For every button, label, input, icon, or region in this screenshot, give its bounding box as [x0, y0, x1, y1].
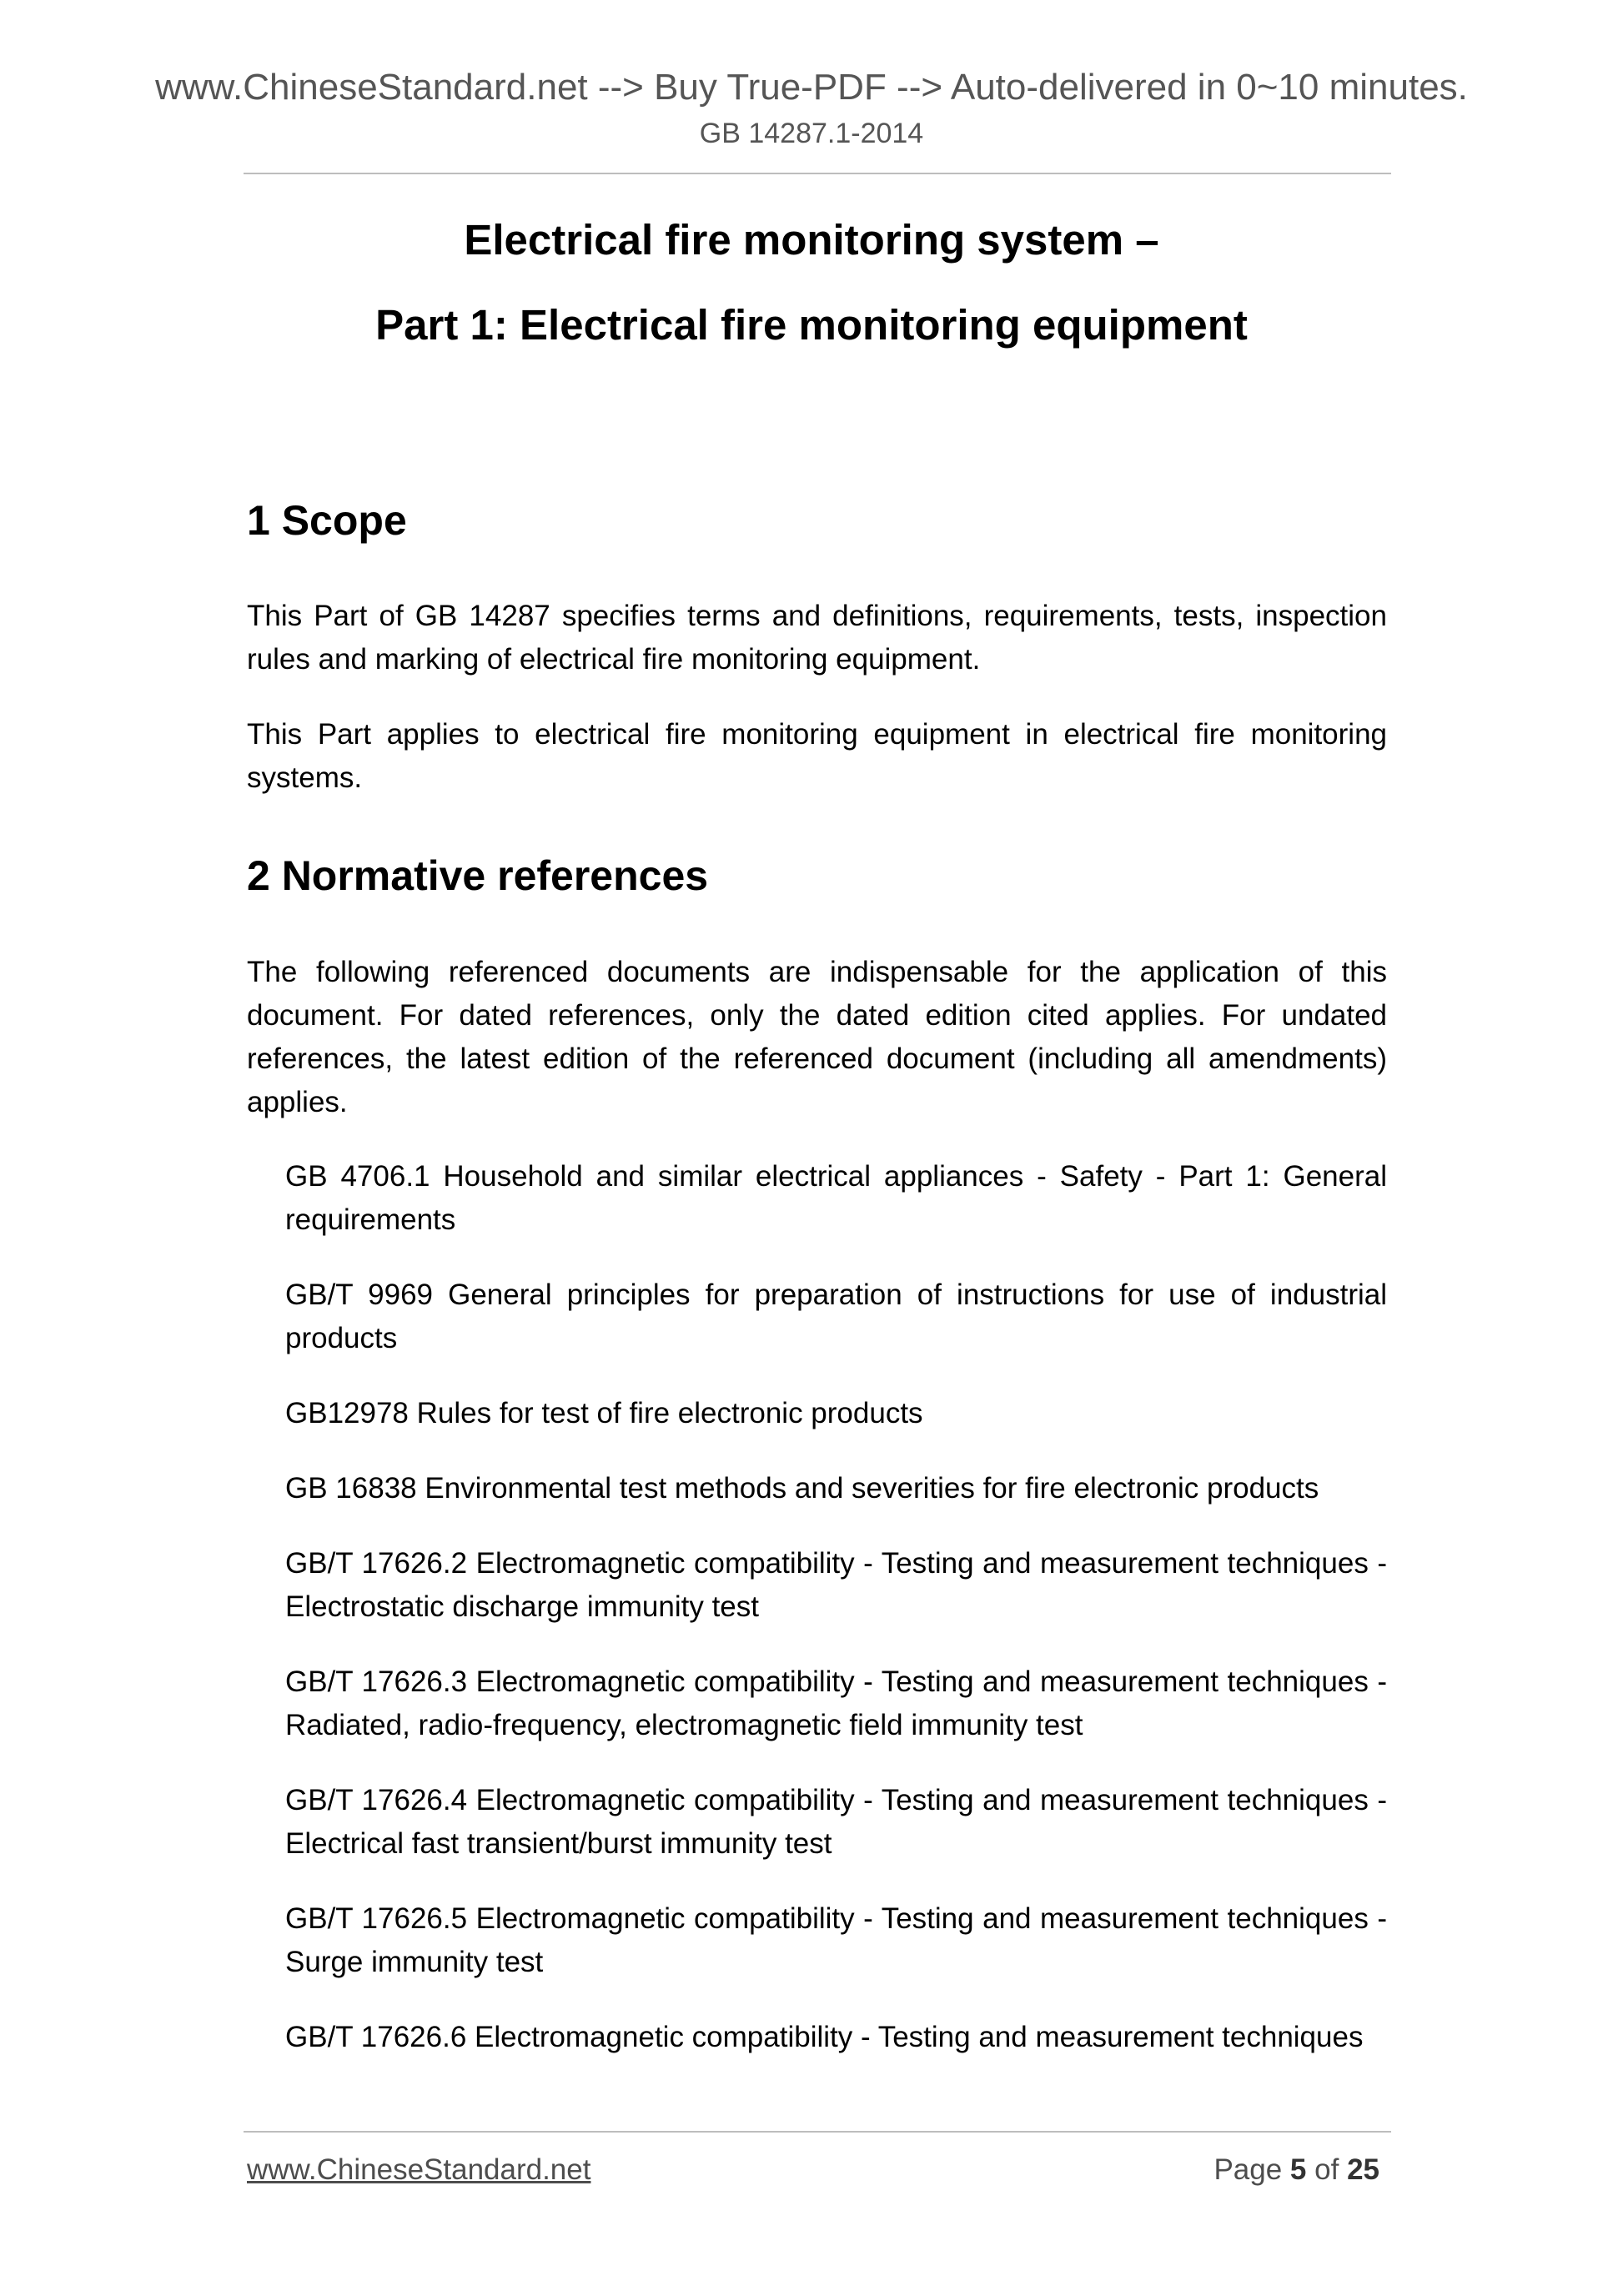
normative-references-intro: The following referenced documents are indispensable for the application of this document. For dated references, only the dated edition cited applies. For undated references, the latest edition of the referenced document (including all amendments) applies.: [247, 956, 1387, 1118]
section-heading-scope: 1 Scope: [247, 497, 407, 544]
reference-item: GB/T 17626.5 Electromagnetic compatibility - Testing and measurement techniques - Surge immunity test: [285, 1902, 1387, 1978]
page-prefix: Page: [1213, 2153, 1283, 2186]
reference-item: GB12978 Rules for test of fire electronic products: [285, 1397, 923, 1429]
reference-item: GB/T 17626.4 Electromagnetic compatibility - Testing and measurement techniques - Electrical fast transient/burst immunity test: [285, 1784, 1387, 1860]
reference-item: GB 4706.1 Household and similar electrical appliances - Safety - Part 1: General requirements: [285, 1160, 1387, 1236]
reference-item: GB 16838 Environmental test methods and severities for fire electronic products: [285, 1472, 1319, 1505]
reference-list: [285, 1155, 1387, 2091]
document-title-line-2: Part 1: Electrical fire monitoring equipment: [375, 301, 1248, 349]
page-total: 25: [1347, 2153, 1379, 2186]
footer-divider: [244, 2131, 1391, 2133]
footer-website-link[interactable]: www.ChineseStandard.net: [247, 2153, 591, 2186]
header-banner: www.ChineseStandard.net --> Buy True-PDF --> Auto-delivered in 0~10 minutes.: [155, 67, 1468, 108]
header-divider: [244, 173, 1391, 174]
reference-item: GB/T 9969 General principles for preparation of instructions for use of industrial products: [285, 1279, 1387, 1354]
page-of: of: [1314, 2153, 1339, 2186]
reference-item: GB/T 17626.6 Electromagnetic compatibility - Testing and measurement techniques: [285, 2021, 1364, 2053]
scope-paragraph: This Part applies to electrical fire monitoring equipment in electrical fire monitoring systems.: [247, 718, 1387, 794]
scope-paragraph: This Part of GB 14287 specifies terms and definitions, requirements, tests, inspection rules and marking of electrical fire monitoring equipment.: [247, 600, 1387, 676]
reference-item: GB/T 17626.2 Electromagnetic compatibility - Testing and measurement techniques - Electrostatic discharge immunity test: [285, 1547, 1387, 1623]
page-current: 5: [1289, 2153, 1307, 2186]
reference-item: GB/T 17626.3 Electromagnetic compatibility - Testing and measurement techniques - Radiated, radio-frequency, electromagnetic field immunity test: [285, 1665, 1387, 1741]
document-title-line-1: Electrical fire monitoring system –: [464, 216, 1159, 264]
standard-code: GB 14287.1-2014: [699, 118, 924, 149]
page-number: [1213, 2152, 1379, 2188]
section-heading-normative-references: 2 Normative references: [247, 852, 709, 899]
